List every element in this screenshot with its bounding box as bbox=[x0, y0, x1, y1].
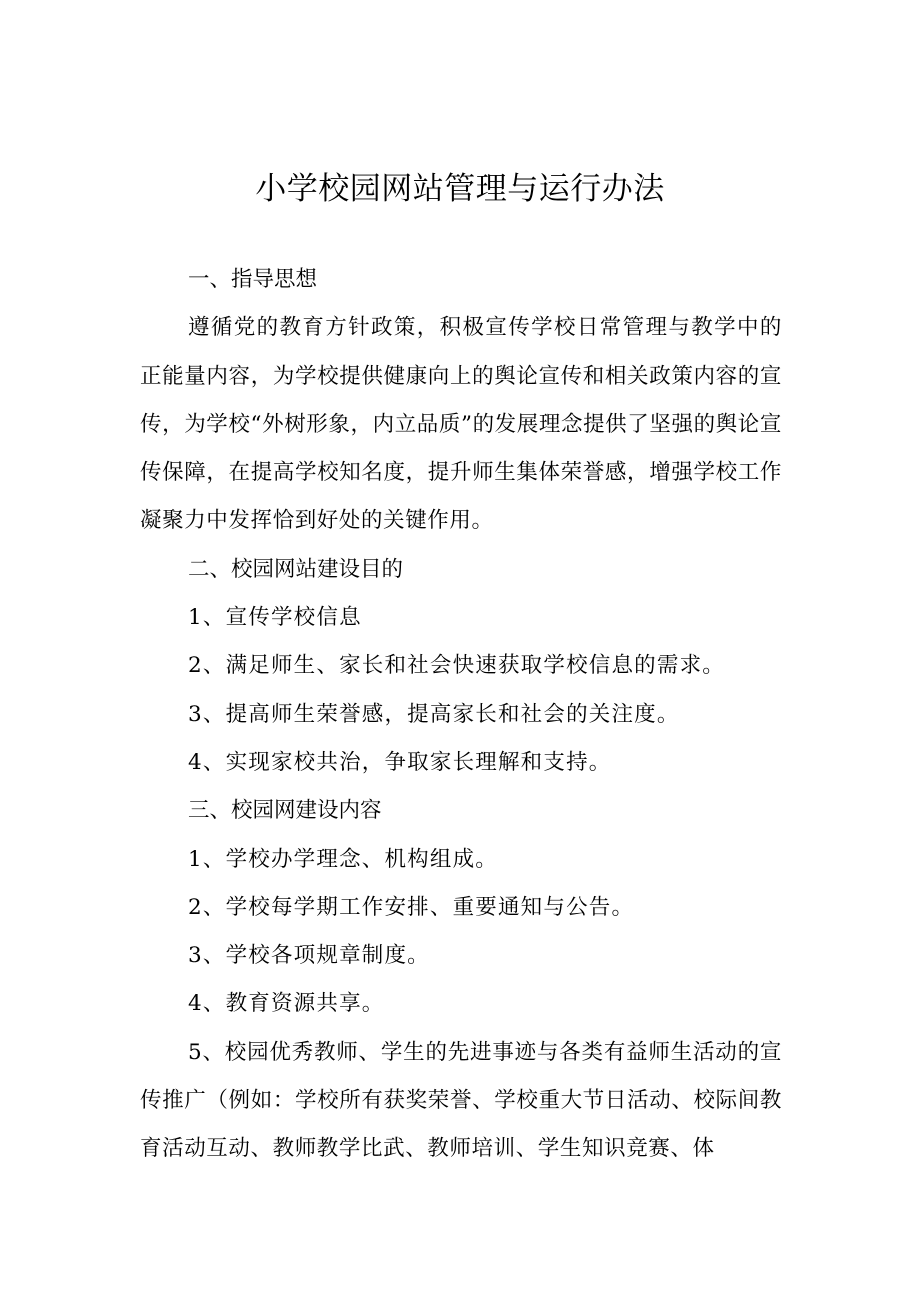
section-heading: 三、校园网建设内容 bbox=[188, 798, 382, 824]
section-heading: 二、校园网站建设目的 bbox=[188, 556, 404, 582]
list-item: 3、学校各项规章制度。 bbox=[188, 943, 430, 969]
section-website-purpose bbox=[140, 546, 782, 787]
list-item: 4、教育资源共享。 bbox=[188, 991, 385, 1017]
list-item: 3、提高师生荣誉感，提高家长和社会的关注度。 bbox=[188, 701, 680, 727]
list-item: 1、宣传学校信息 bbox=[188, 605, 362, 631]
list-item: 5、校园优秀教师、学生的先进事迹与各类有益师生活动的宣传推广（例如：学校所有获奖荣誉、学校重大节日活动、校际间教育活动互动、教师教学比武、教师培训、学生知识竞赛、体 bbox=[140, 1039, 782, 1162]
list-item: 4、实现家校共治，争取家长理解和支持。 bbox=[188, 749, 612, 775]
section-heading: 一、指导思想 bbox=[188, 267, 318, 292]
document-title: 小学校园网站管理与运行办法 bbox=[255, 171, 665, 207]
list-item: 2、学校每学期工作安排、重要通知与公告。 bbox=[188, 894, 635, 920]
section-paragraph: 遵循党的教育方针政策，积极宣传学校日常管理与教学中的正能量内容，为学校提供健康向上的舆论宣传和相关政策内容的宣传，为学校“外树形象，内立品质”的发展理念提供了坚强的舆论宣传保障，在提高学校知名度，提升师生集体荣誉感，增强学校工作凝聚力中发挥恰到好处的关键作用。 bbox=[140, 315, 782, 534]
list-item: 2、满足师生、家长和社会快速获取学校信息的需求。 bbox=[188, 653, 725, 679]
list-item: 1、学校办学理念、机构组成。 bbox=[188, 846, 498, 872]
section-website-content bbox=[140, 787, 782, 1173]
document-body bbox=[140, 256, 782, 1174]
section-guiding-thought bbox=[140, 256, 782, 546]
